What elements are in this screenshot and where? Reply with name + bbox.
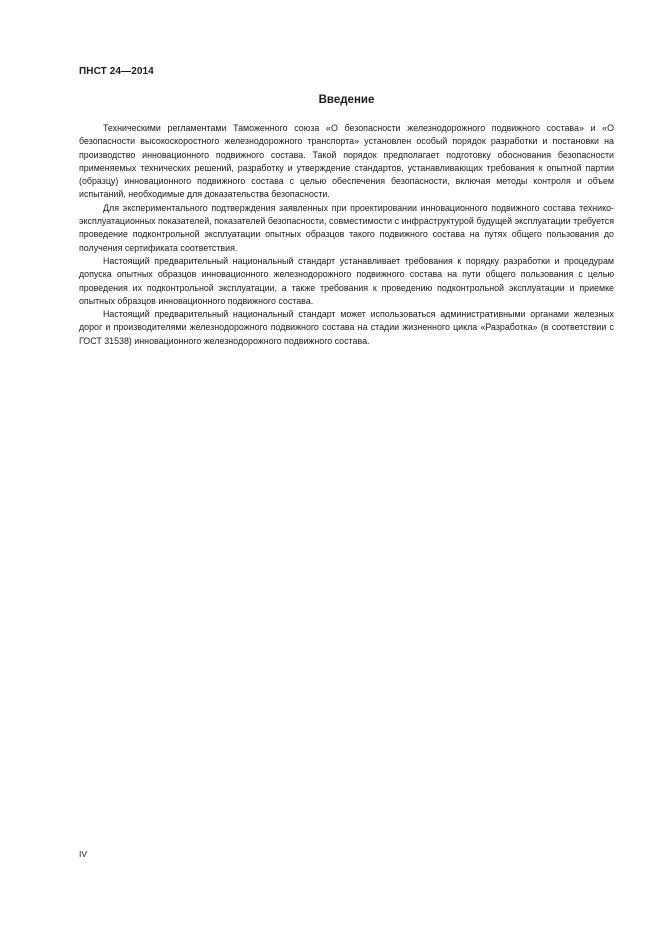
- paragraph-2: Для экспериментального подтверждения заявленных при проектировании инновационного подвижного состава технико-эксплуатационных показателей, показателей безопасности, совместимости с инфраструктурой будущей эксплуатации требуется проведение подконтрольной эксплуатации опытных образцов такого подвижного состава на путях общего пользования до получения сертификата соответствия.: [79, 202, 614, 253]
- paragraph-1: Техническими регламентами Таможенного союза «О безопасности железнодорожного подвижного состава» и «О безопасности высокоскоростного железнодорожного транспорта» установлен особый порядок разработки и постановки на производство инновационного подвижного состава. Такой порядок предполагает подготовку обоснования безопасности применяемых технических решений, разработку и утверждение стандартов, устанавливающих требования к опытной партии (образцу) инновационного подвижного состава с целью обеспечения безопасности, включая методы контроля и объем испытаний, необходимые для доказательства безопасности.: [79, 123, 614, 200]
- paragraph-3: Настоящий предварительный национальный стандарт устанавливает требования к порядку разработки и процедурам допуска опытных образцов инновационного железнодорожного подвижного состава на пути общего пользования с целью проведения их подконтрольной эксплуатации, а также требования к проведению подконтрольной эксплуатации и приемке опытных образцов инновационного подвижного состава.: [79, 255, 614, 306]
- document-code: ПНСТ 24—2014: [79, 66, 154, 77]
- paragraph-4: Настоящий предварительный национальный стандарт может использоваться административными органами железных дорог и производителями железнодорожного подвижного состава на стадии жизненного цикла «Разработка» (в соответствии с ГОСТ 31538) инновационного железнодорожного подвижного состава.: [79, 309, 614, 346]
- section-title: Введение: [318, 94, 375, 106]
- page-number: IV: [79, 849, 88, 859]
- introduction-body: [79, 122, 614, 348]
